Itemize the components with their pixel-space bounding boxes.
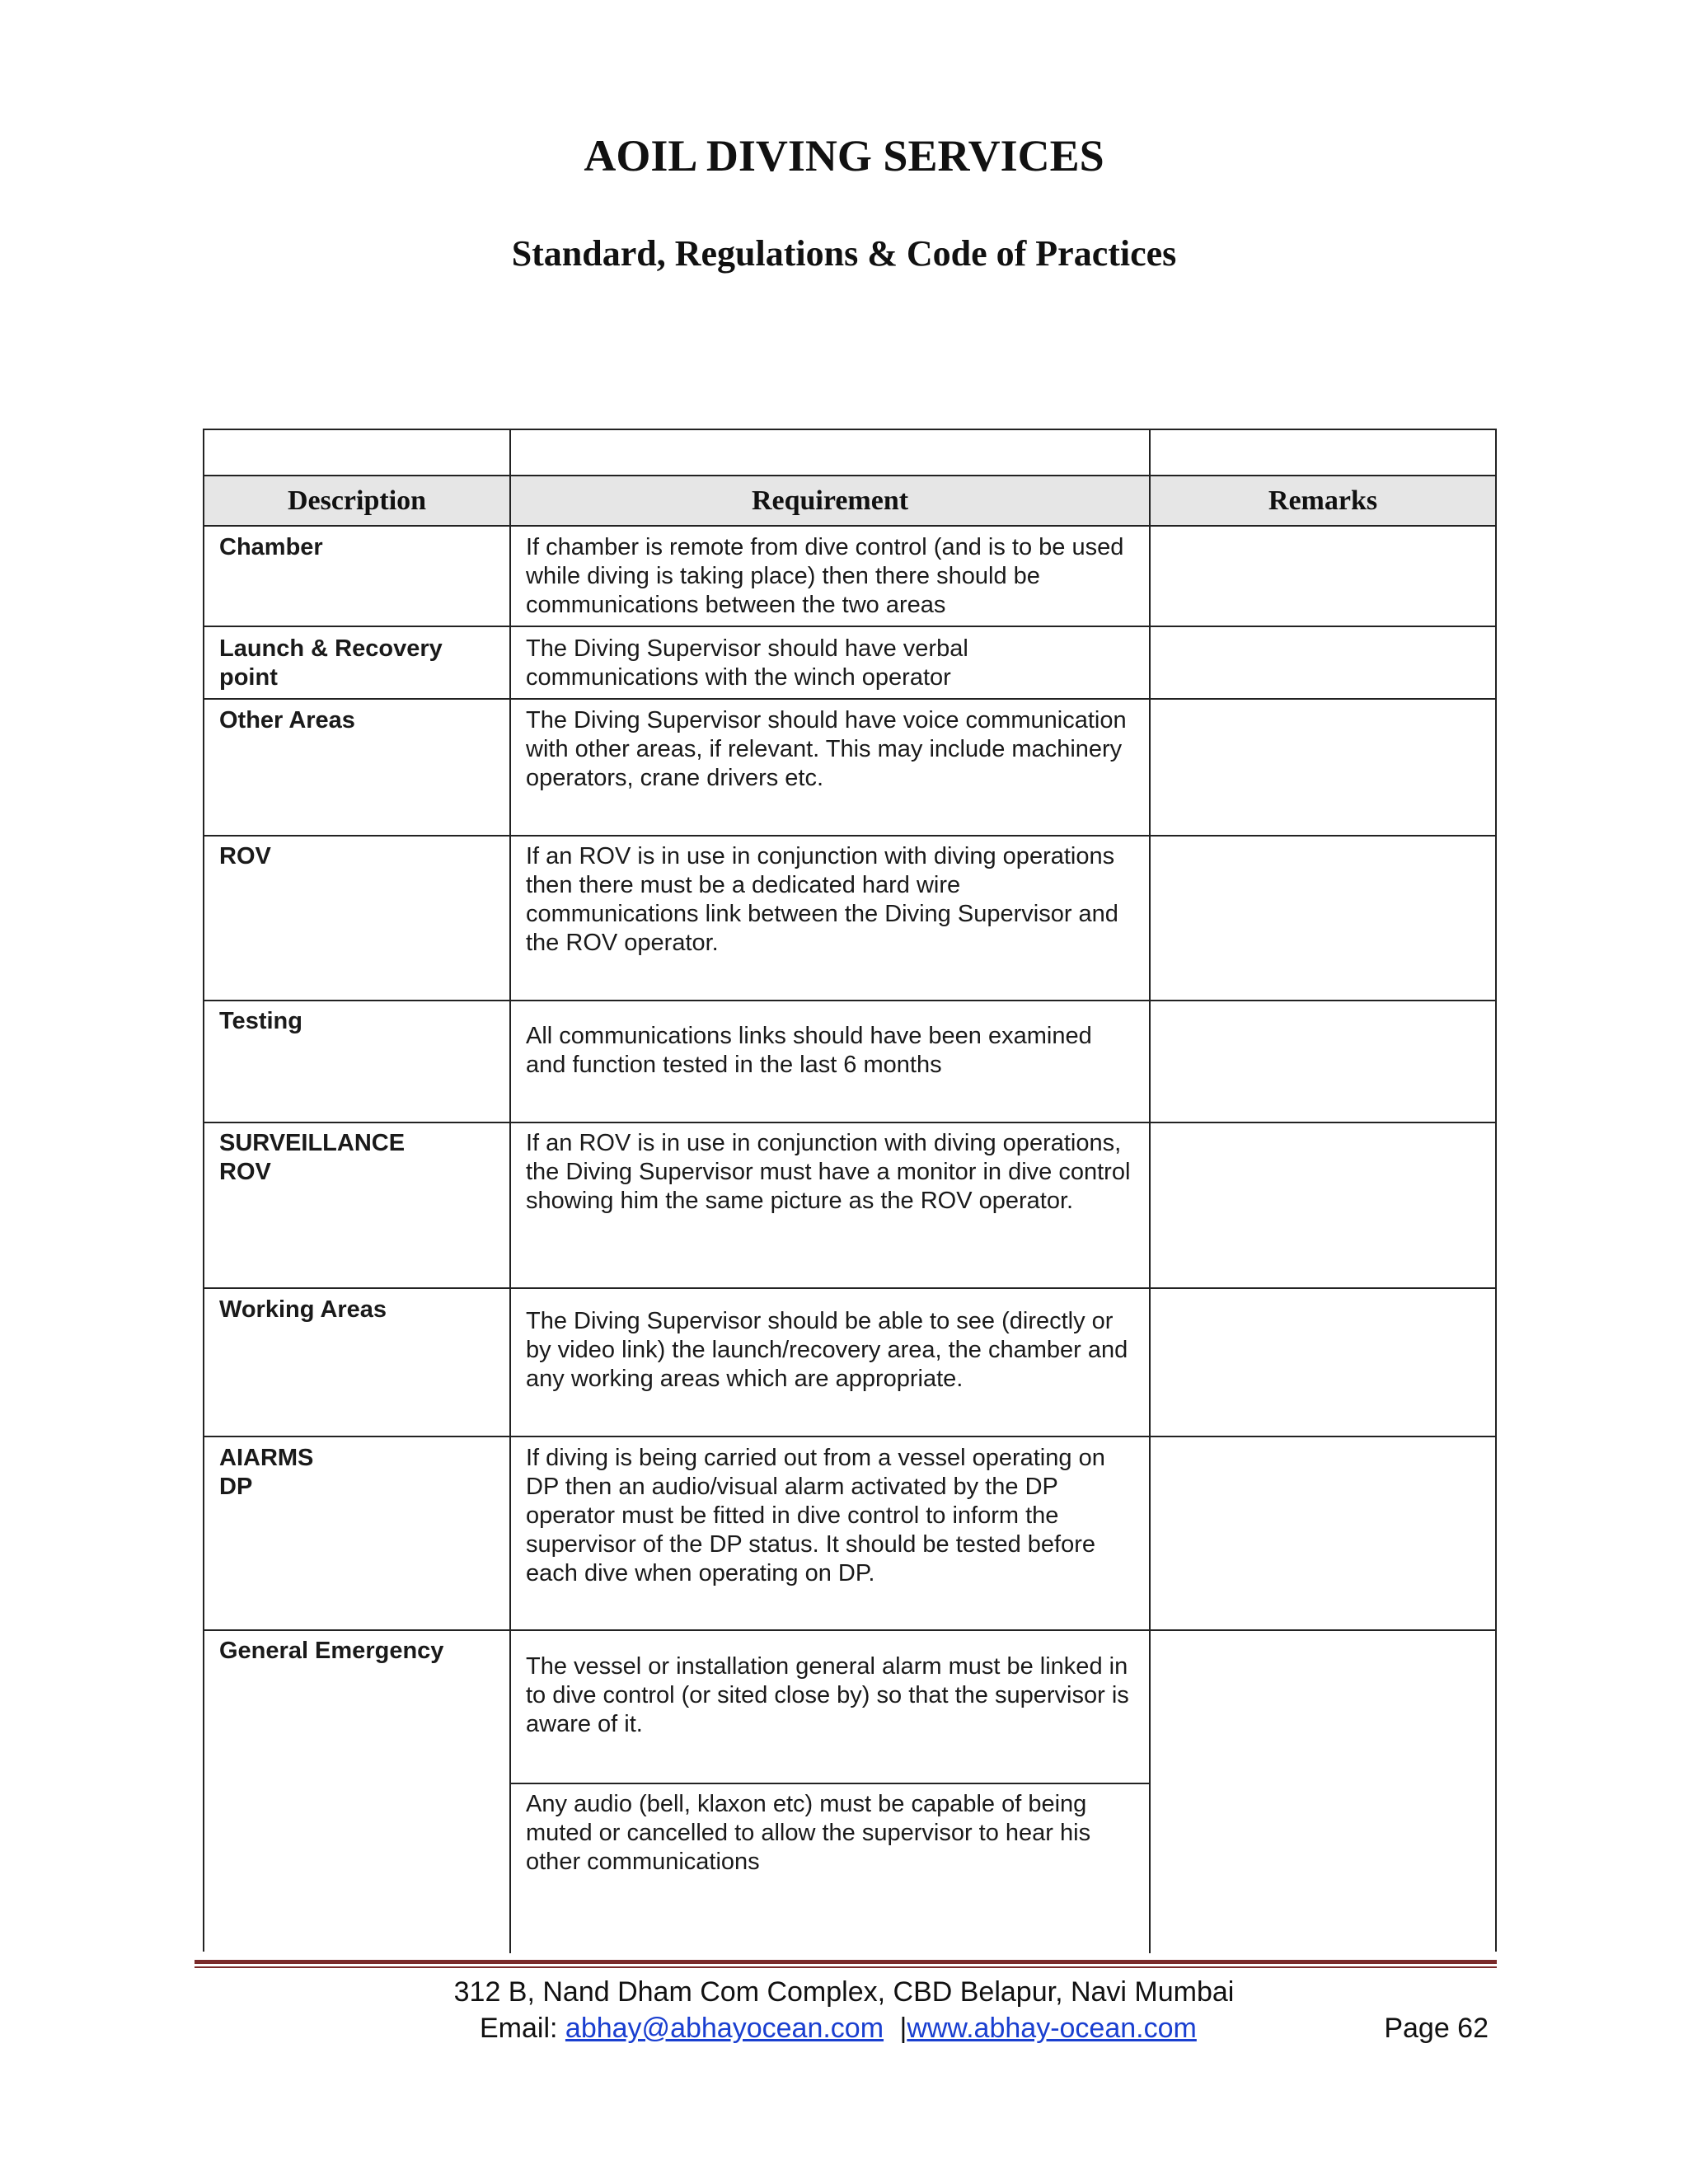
table-row-description: Chamber [219, 534, 323, 560]
footer-separator: | [899, 2013, 907, 2044]
footer-divider [195, 1966, 1497, 1968]
row-divider [204, 698, 1495, 700]
row-divider [204, 1436, 1495, 1437]
table-row-requirement: If diving is being carried out from a vessel operating on DP then an audio/visual alarm activated by the DP operator must be fitted in dive control to inform the supervisor of the DP status. It should be tested before each dive when operating on DP. [526, 1445, 1105, 1586]
row-divider [204, 1000, 1495, 1001]
footer-divider [195, 1960, 1497, 1964]
table-row-requirement: The Diving Supervisor should have verbal communications with the winch operator [526, 635, 968, 691]
row-divider [204, 1287, 1495, 1289]
page-number: Page 62 [1384, 2013, 1489, 2044]
row-divider [204, 835, 1495, 837]
table-row-description: SURVEILLANCE ROV [219, 1130, 406, 1185]
row-divider [510, 1783, 1150, 1784]
table-row-description: Testing [219, 1008, 302, 1034]
column-divider [1149, 430, 1151, 1953]
row-divider [204, 626, 1495, 627]
table-row-requirement: The Diving Supervisor should have voice communication with other areas, if relevant. This may include machinery operators, crane drivers etc. [526, 707, 1127, 791]
table-row-requirement: The vessel or installation general alarm must be linked in to dive control (or sited close by) so that the supervisor is aware of it. [526, 1653, 1129, 1737]
table-row-description: ROV [219, 843, 271, 869]
column-divider [509, 430, 511, 1953]
table-row-requirement: The Diving Supervisor should be able to see (directly or by video link) the launch/recovery area, the chamber and any working areas which are appropriate. [526, 1308, 1128, 1392]
row-divider [204, 1629, 1495, 1631]
table-row-description: Working Areas [219, 1296, 387, 1323]
document-subtitle: Standard, Regulations & Code of Practices [511, 233, 1177, 274]
table-row-description: AIARMS DP [219, 1445, 314, 1500]
column-header-remarks: Remarks [1268, 485, 1378, 516]
table-row-description: General Emergency [219, 1638, 444, 1664]
table-row-requirement: Any audio (bell, klaxon etc) must be capable of being muted or cancelled to allow the supervisor to hear his other communications [526, 1791, 1091, 1875]
table-row-requirement: If chamber is remote from dive control (and is to be used while diving is taking place) then there should be communications between the two areas [526, 534, 1124, 618]
table-row-description: Launch & Recovery point [219, 635, 443, 691]
column-header-requirement: Requirement [751, 485, 909, 516]
table-row-description: Other Areas [219, 707, 355, 733]
table-row-requirement: All communications links should have been examined and function tested in the last 6 months [526, 1023, 1092, 1078]
row-divider [204, 1122, 1495, 1123]
email-link[interactable]: abhay@abhayocean.com [565, 2013, 884, 2044]
footer-address: 312 B, Nand Dham Com Complex, CBD Belapur, Navi Mumbai [453, 1976, 1235, 2008]
table-row-requirement: If an ROV is in use in conjunction with diving operations, the Diving Supervisor must have a monitor in dive control showing him the same picture as the ROV operator. [526, 1130, 1131, 1214]
requirements-table [203, 429, 1497, 1952]
footer-contacts [480, 2013, 1197, 2045]
document-title: AOIL DIVING SERVICES [584, 131, 1104, 180]
website-link[interactable]: www.abhay-ocean.com [907, 2013, 1197, 2044]
table-row-requirement: If an ROV is in use in conjunction with diving operations then there must be a dedicated hard wire communications link between the Diving Supervisor and the ROV operator. [526, 843, 1118, 956]
email-label: Email: [480, 2013, 558, 2044]
column-header-description: Description [287, 485, 427, 516]
